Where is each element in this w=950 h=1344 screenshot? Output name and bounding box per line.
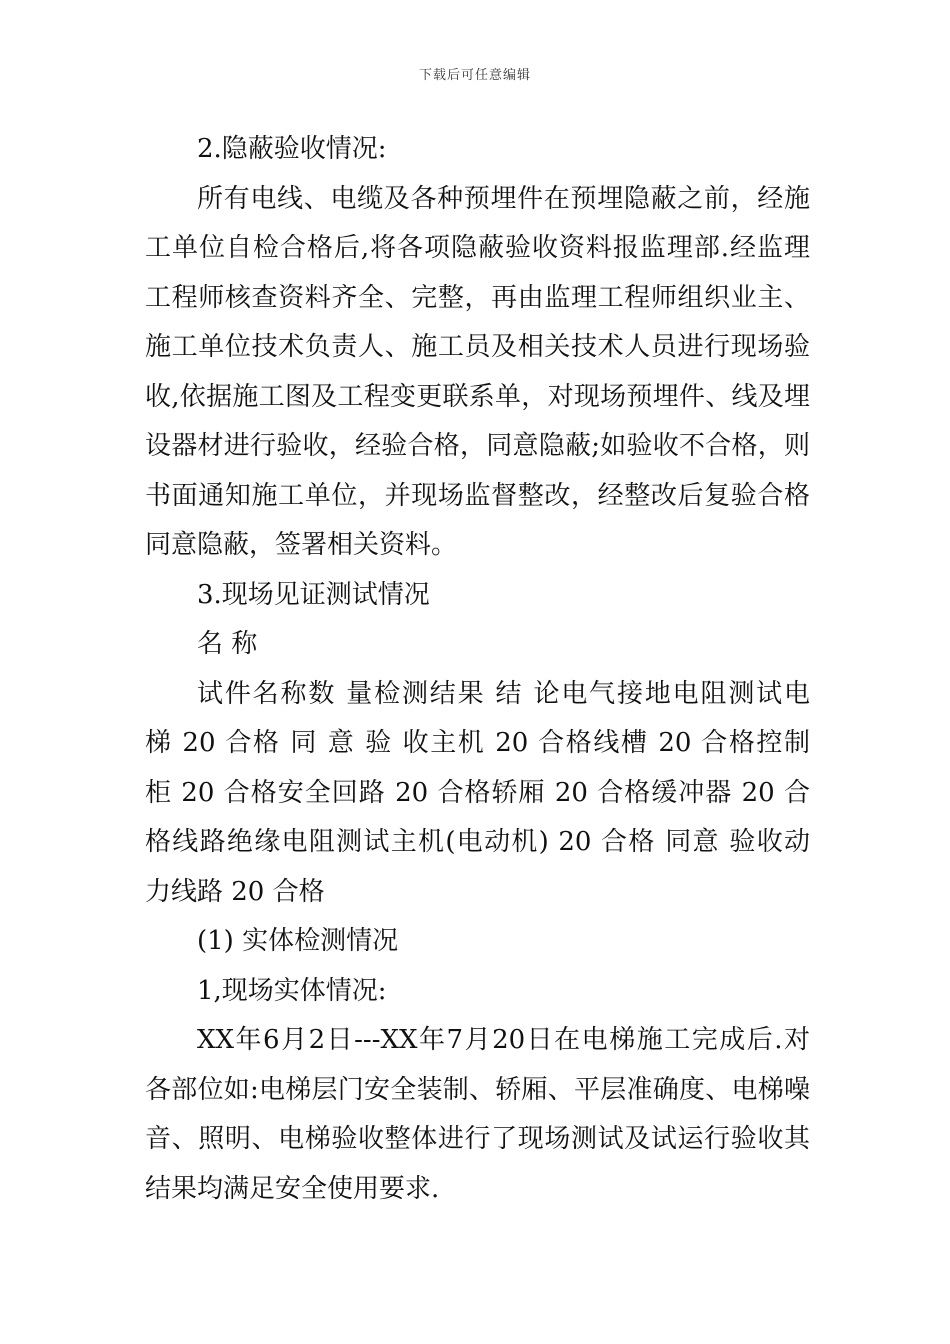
paragraph-line: 书面通知施工单位，并现场监督整改，经整改后复验合格	[145, 480, 810, 511]
paragraph-line: 各部位如:电梯层门安全装制、轿厢、平层准确度、电梯噪	[145, 1074, 810, 1105]
paragraph-line: 名 称	[197, 629, 258, 659]
section-heading-witness-test	[145, 571, 810, 621]
paragraph-line: 所有电线、电缆及各种预埋件在预埋隐蔽之前，经施	[197, 183, 810, 214]
paragraph-site-physical	[145, 1016, 810, 1214]
paragraph-test-table	[145, 670, 810, 918]
paragraph-line: (1) 实体检测情况	[197, 926, 399, 956]
section-heading-hidden-acceptance	[145, 125, 810, 175]
paragraph-line: 1,现场实体情况:	[197, 975, 387, 1006]
paragraph-line: 同意隐蔽，签署相关资料。	[145, 530, 458, 560]
document-body	[145, 125, 810, 1214]
paragraph-line: 结果均满足安全使用要求.	[145, 1173, 440, 1204]
paragraph-line: 梯 20 合格 同 意 验 收主机 20 合格线槽 20 合格控制	[145, 728, 810, 758]
paragraph-line: 2.隐蔽验收情况:	[197, 134, 387, 164]
paragraph-line: 工程师核查资料齐全、完整，再由监理工程师组织业主、	[145, 282, 810, 313]
name-label	[145, 620, 810, 670]
paragraph-line: 力线路 20 合格	[145, 876, 325, 907]
paragraph-line: 收,依据施工图及工程变更联系单，对现场预埋件、线及埋	[145, 381, 810, 412]
paragraph-hidden-acceptance	[145, 175, 810, 571]
paragraph-line: 试件名称数 量检测结果 结 论电气接地电阻测试电	[197, 678, 810, 709]
page-header-note: 下载后可任意编辑	[418, 68, 531, 83]
paragraph-line: XX年6月2日---XX年7月20日在电梯施工完成后.对	[197, 1025, 810, 1055]
paragraph-line: 施工单位技术负责人、施工员及相关技术人员进行现场验	[145, 332, 810, 362]
paragraph-line: 设器材进行验收，经验合格，同意隐蔽;如验收不合格，则	[145, 431, 810, 461]
section-heading-site-physical	[145, 967, 810, 1017]
paragraph-line: 工单位自检合格后,将各项隐蔽验收资料报监理部.经监理	[145, 233, 810, 263]
paragraph-line: 格线路绝缘电阻测试主机(电动机) 20 合格 同意 验收动	[145, 827, 810, 857]
paragraph-line: 3.现场见证测试情况	[197, 579, 430, 610]
paragraph-line: 音、照明、电梯验收整体进行了现场测试及试运行验收其	[145, 1124, 810, 1154]
section-heading-physical-test	[145, 917, 810, 967]
paragraph-line: 柜 20 合格安全回路 20 合格轿厢 20 合格缓冲器 20 合	[145, 777, 810, 808]
